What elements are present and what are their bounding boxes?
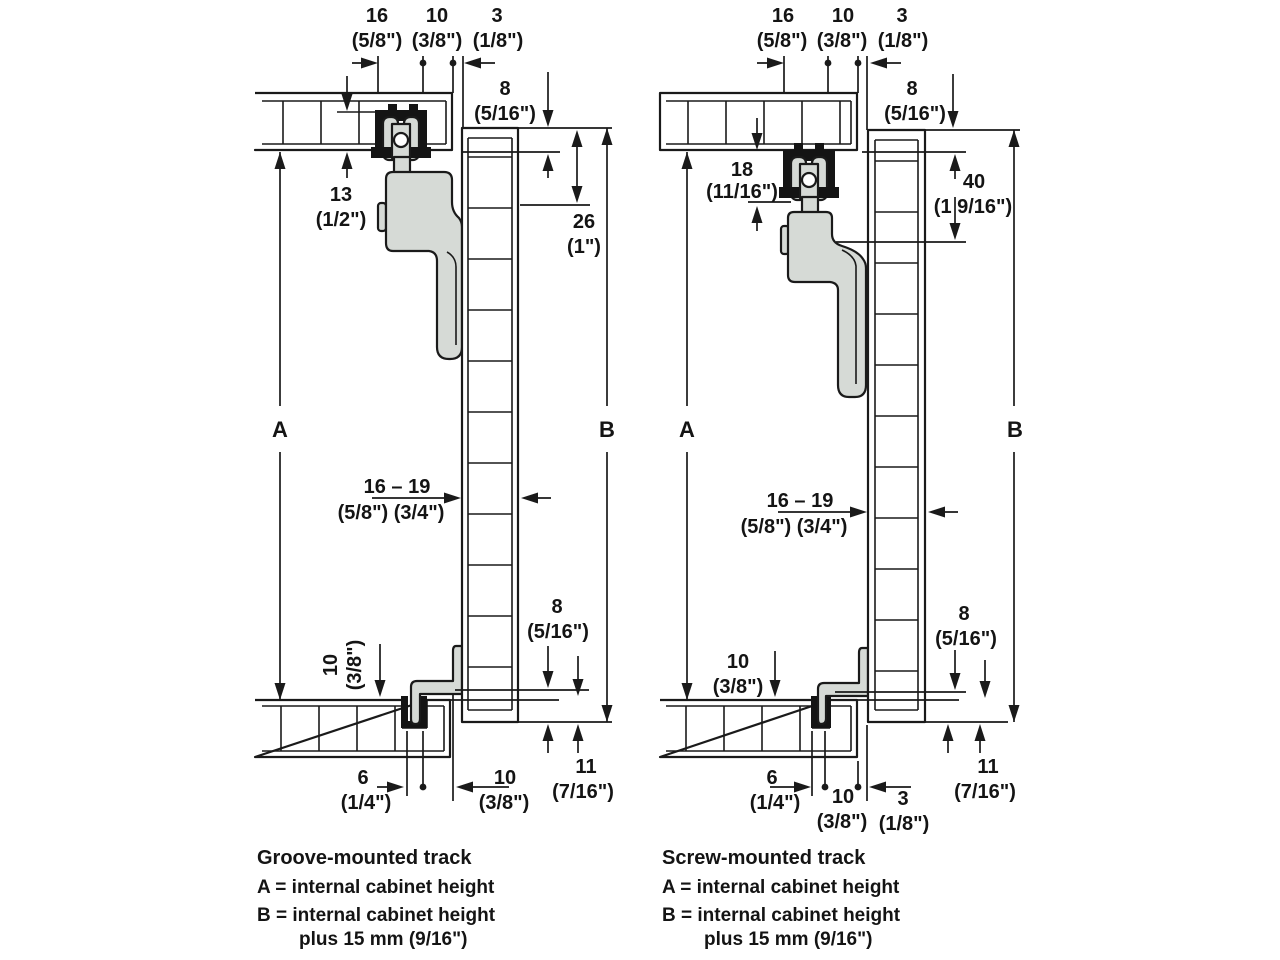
dim-label: 10 — [425, 5, 449, 27]
caption-line-b2: plus 15 mm (9/16") — [704, 929, 873, 950]
dim-label: (5/8") (3/4") — [740, 516, 848, 538]
dim-label: 16 – 19 — [363, 476, 431, 498]
dim-label: 16 – 19 — [766, 490, 834, 512]
dim-label: 3 — [491, 5, 503, 27]
left-top-track — [371, 104, 431, 174]
height-ref-b: B — [1007, 417, 1023, 442]
caption-line-b: B = internal cabinet height — [662, 905, 901, 926]
left-hanger-bracket — [378, 172, 462, 359]
dim-label: (3/8") — [712, 676, 764, 698]
height-ref-b: B — [599, 417, 615, 442]
dim-label: (1/8") — [878, 813, 930, 835]
axle-icon — [394, 133, 408, 147]
dim-label: (3/8") — [816, 30, 868, 52]
dim-label: 10 — [726, 651, 750, 673]
dim-label: 8 — [958, 603, 970, 625]
dim-label: 13 — [329, 184, 353, 206]
dim-label: 40 — [962, 171, 986, 193]
dim-label: (5/16") — [935, 628, 997, 650]
caption-line-a: A = internal cabinet height — [257, 877, 495, 898]
right-caption — [662, 847, 901, 950]
screw-nub-icon — [794, 143, 803, 151]
height-ref-a: A — [272, 417, 288, 442]
dim-label: (3/8") — [478, 792, 530, 814]
dim-label: (5/16") — [474, 103, 536, 125]
dim-label: (5/8") — [756, 30, 808, 52]
dim-label: (11/16") — [706, 181, 778, 203]
right-hanger-bracket — [781, 212, 866, 397]
height-ref-a: A — [679, 417, 695, 442]
dim-label: (3/8") — [411, 30, 463, 52]
dim-label: 6 — [357, 767, 369, 789]
right-top-track — [779, 143, 839, 214]
left-door-panel — [462, 128, 518, 722]
right-bottom-guide — [818, 648, 868, 724]
dim-label: (5/8") — [351, 30, 403, 52]
dim-label: 26 — [572, 211, 596, 233]
caption-title: Groove-mounted track — [257, 847, 472, 869]
dim-label: (1/2") — [315, 209, 367, 231]
dim-label: (1/4") — [340, 792, 392, 814]
dim-label: 10 — [831, 786, 855, 808]
adjust-tab — [378, 203, 386, 231]
axle-icon — [802, 173, 816, 187]
dim-label: (1 9/16") — [933, 196, 1013, 218]
dim-label: 10 — [493, 767, 517, 789]
dim-label: 8 — [551, 596, 563, 618]
caption-line-b: B = internal cabinet height — [257, 905, 496, 926]
left-diagram — [255, 5, 615, 950]
left-caption — [257, 847, 496, 950]
dim-label: 8 — [499, 78, 511, 100]
dim-label: (7/16") — [552, 781, 614, 803]
caption-title: Screw-mounted track — [662, 847, 866, 869]
dim-label: (3/8") — [816, 811, 868, 833]
dim-label: (7/16") — [954, 781, 1016, 803]
dim-label: 10 — [320, 653, 342, 677]
dim-label: (5/16") — [527, 621, 589, 643]
dim-label: (3/8") — [344, 639, 366, 691]
right-door-panel — [868, 130, 925, 722]
screw-nub-icon — [815, 143, 824, 151]
dim-label: 6 — [766, 767, 778, 789]
dim-label: (1/8") — [472, 30, 524, 52]
caption-line-a: A = internal cabinet height — [662, 877, 900, 898]
dim-label: (1/8") — [877, 30, 929, 52]
dim-label: (1/4") — [749, 792, 801, 814]
dim-label: (5/16") — [884, 103, 946, 125]
dim-label: 3 — [897, 788, 909, 810]
dim-label: 8 — [906, 78, 918, 100]
dim-label: (5/8") (3/4") — [337, 502, 445, 524]
dim-label: 10 — [831, 5, 855, 27]
dim-label: 11 — [977, 756, 999, 778]
dim-label: 18 — [730, 159, 754, 181]
dim-label: 16 — [771, 5, 795, 27]
right-diagram — [660, 5, 1023, 950]
dim-label: 16 — [365, 5, 389, 27]
dim-label: (1") — [567, 236, 601, 258]
dim-label: 11 — [575, 756, 597, 778]
caption-line-b2: plus 15 mm (9/16") — [299, 929, 468, 950]
dim-label: 3 — [896, 5, 908, 27]
left-bottom-guide — [411, 646, 462, 724]
